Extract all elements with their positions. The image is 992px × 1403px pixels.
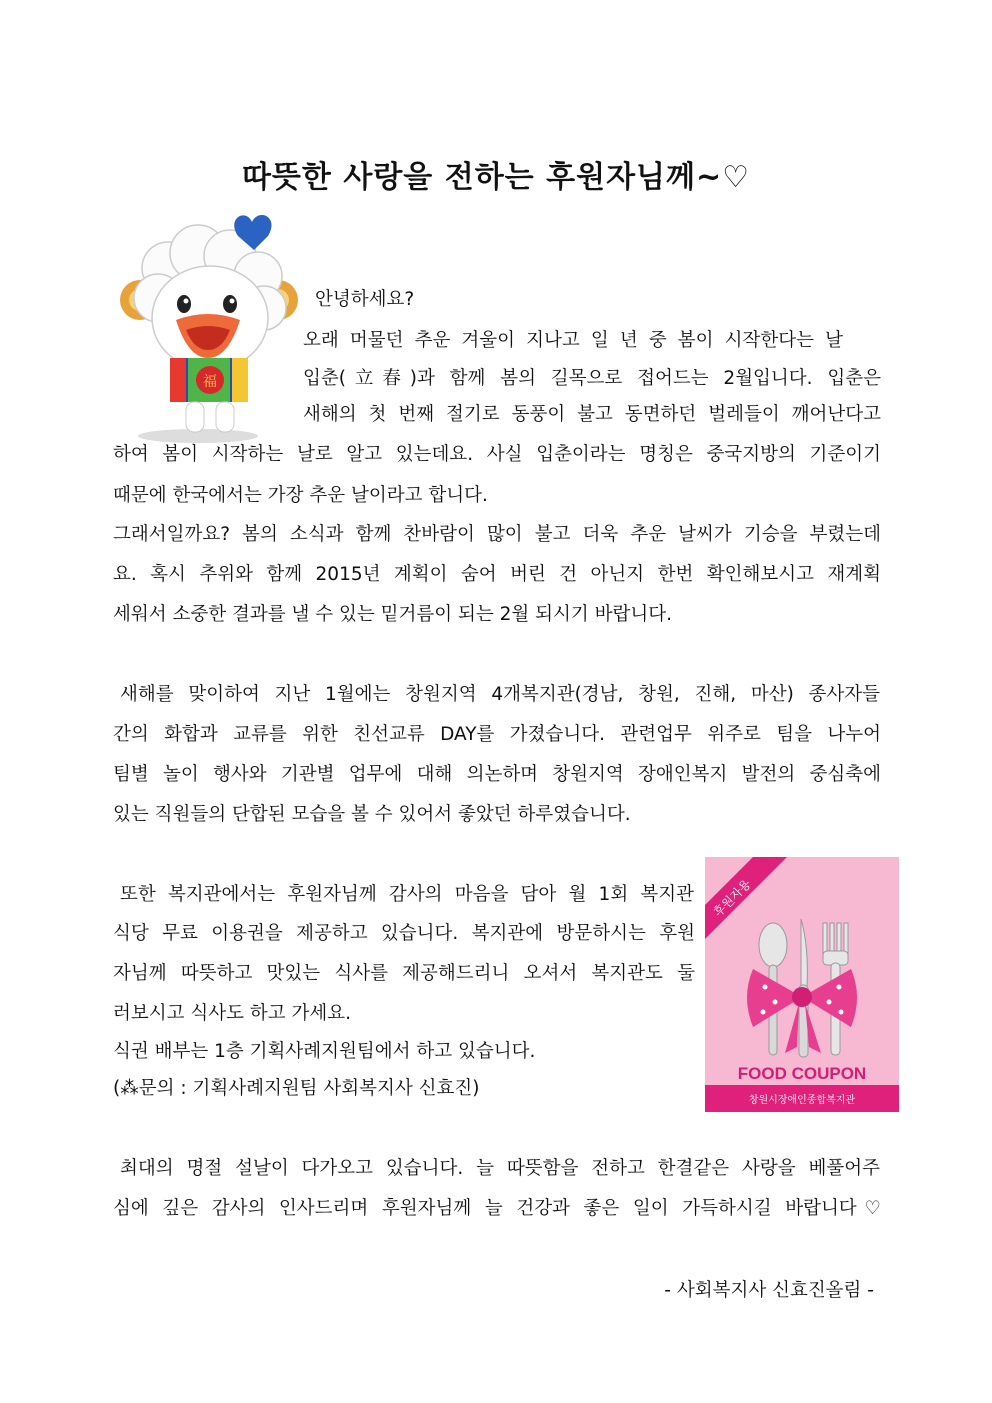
coupon-label: FOOD COUPON: [737, 1064, 867, 1083]
text-line: 자님께 따뜻하고 맛있는 식사를 제공해드리니 오셔서 복지관도 둘: [113, 963, 695, 984]
text-line: 안녕하세요?: [315, 289, 415, 310]
text-line: 그래서일까요? 봄의 소식과 함께 찬바람이 많이 불고 더욱 추운 날씨가 기승을 부렸는데: [113, 524, 881, 545]
text-line: 오래 머물던 추운 겨울이 지나고 일 년 중 봄이 시작한다는 날: [303, 330, 843, 351]
text-line: 또한 복지관에서는 후원자님께 감사의 마음을 담아 월 1회 복지관: [120, 884, 694, 905]
text-line: 식권 배부는 1층 기획사례지원팀에서 하고 있습니다.: [113, 1041, 536, 1062]
food-coupon-image: [705, 857, 899, 1112]
text-line: 세워서 소중한 결과를 낼 수 있는 밑거름이 되는 2월 되시기 바랍니다.: [113, 604, 672, 625]
text-line: 입춘(立春)과 함께 봄의 길목으로 접어드는 2월입니다. 입춘은: [303, 368, 881, 389]
text-line: 팀별 놀이 행사와 기관별 업무에 대해 의논하며 창원지역 장애인복지 발전의 중심축에: [113, 764, 881, 785]
coupon-footer: 창원시장애인종합복지관: [748, 1095, 856, 1106]
text-line: 간의 화합과 교류를 위한 친선교류 DAY를 가졌습니다. 관련업무 위주로 팀을 나누어: [113, 724, 881, 745]
text-line: 러보시고 식사도 하고 가세요.: [113, 1003, 351, 1024]
coupon-ribbon-text: 후원자용: [710, 876, 754, 920]
sheep-mascot-icon: [118, 208, 300, 443]
text-line: 있는 직원들의 단합된 모습을 볼 수 있어서 좋았던 하루였습니다.: [113, 804, 631, 825]
text-line: 식당 무료 이용권을 제공하고 있습니다. 복지관에 방문하시는 후원: [113, 923, 695, 944]
page-title: 따뜻한 사랑을 전하는 후원자님께~♡: [241, 160, 751, 195]
text-line: 때문에 한국에서는 가장 추운 날이라고 합니다.: [113, 485, 488, 506]
text-line: 최대의 명절 설날이 다가오고 있습니다. 늘 따뜻함을 전하고 한결같은 사랑을 베풀어주: [120, 1158, 880, 1179]
signature: - 사회복지사 신효진올림 -: [664, 1280, 874, 1301]
text-line: 요. 혹시 추위와 함께 2015년 계획이 숨어 버린 건 아닌지 한번 확인해보시고 재계획: [113, 564, 881, 585]
text-line: 심에 깊은 감사의 인사드리며 후원자님께 늘 건강과 좋은 일이 가득하시길 바랍니다♡: [113, 1198, 881, 1219]
svg-text:福: 福: [203, 374, 217, 390]
text-line: 하여 봄이 시작하는 날로 알고 있는데요. 사실 입춘이라는 명칭은 중국지방의 기준이기: [113, 444, 881, 465]
text-line: 새해를 맞이하여 지난 1월에는 창원지역 4개복지관(경남, 창원, 진해, 마산) 종사자들: [120, 684, 880, 705]
text-line: 새해의 첫 번째 절기로 동풍이 불고 동면하던 벌레들이 깨어난다고: [303, 404, 881, 425]
text-line: (⁂문의 : 기획사례지원팀 사회복지사 신효진): [113, 1078, 480, 1099]
